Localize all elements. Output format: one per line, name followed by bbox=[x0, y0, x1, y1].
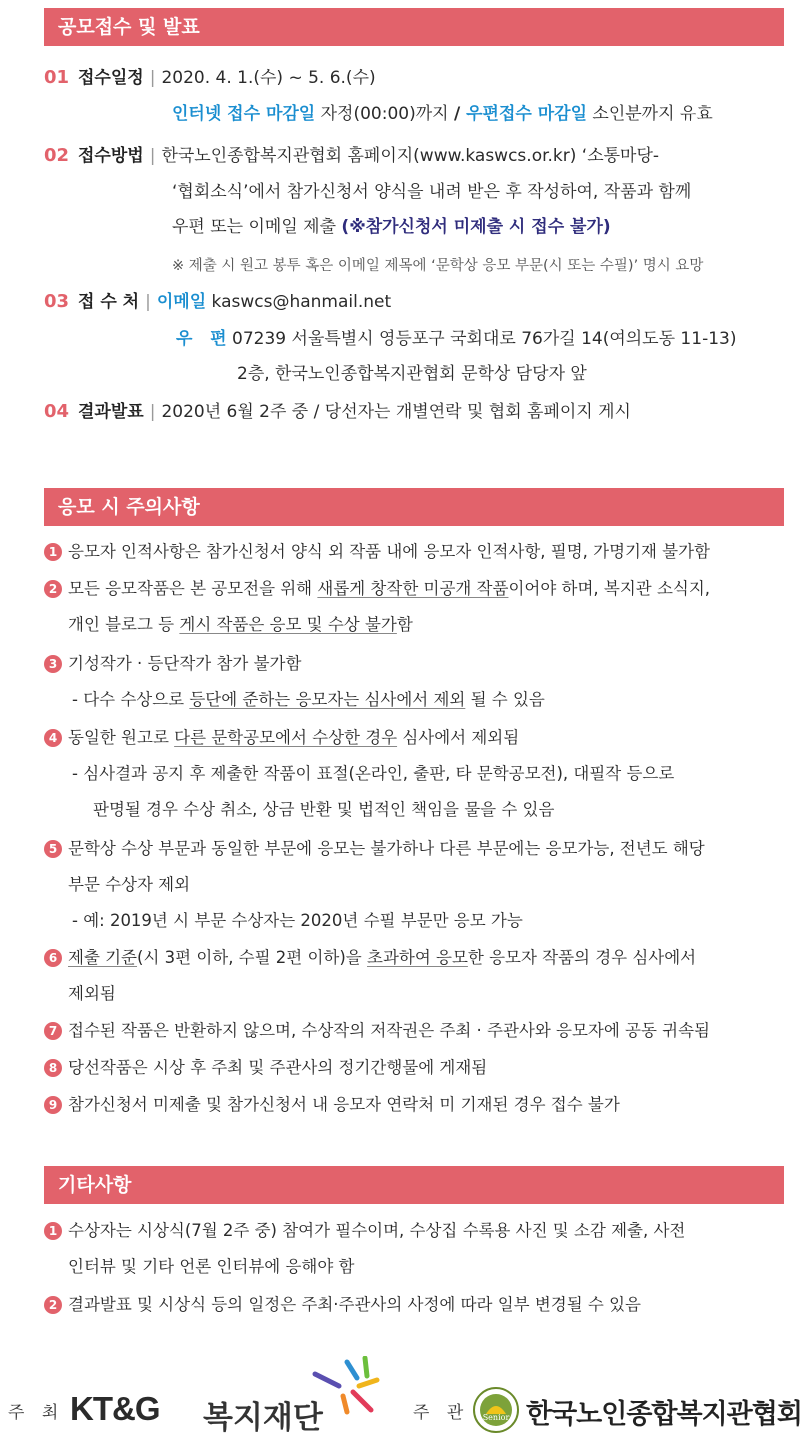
other-text: 결과발표 및 시상식 등의 일정은 주최·주관사의 사정에 따라 일부 변경될 수 있음 bbox=[68, 1295, 641, 1314]
item-number: 04 bbox=[44, 401, 70, 422]
method-warning: (※참가신청서 미제출 시 접수 불가) bbox=[341, 217, 611, 237]
caution-text: 동일한 원고로 bbox=[68, 728, 175, 747]
caution-text: 모든 응모작품은 본 공모전을 위해 bbox=[68, 579, 318, 598]
organizer-label: 주 관 bbox=[413, 1403, 470, 1423]
bullet-number: 9 bbox=[44, 1096, 62, 1114]
bullet-number: 1 bbox=[44, 543, 62, 561]
post-deadline-label: 우편접수 마감일 bbox=[460, 104, 587, 124]
caution-text: 응모자 인적사항은 참가신청서 양식 외 작품 내에 응모자 인적사항, 필명, 가명기재 불가함 bbox=[68, 542, 710, 561]
deadline-row bbox=[172, 102, 790, 126]
caution-text: 한 응모자 작품의 경우 심사에서 bbox=[467, 948, 697, 967]
caution-item-6 bbox=[44, 946, 794, 970]
caution-item-3 bbox=[44, 652, 794, 676]
method-text-2: ‘협회소식’에서 참가신청서 양식을 내려 받은 후 작성하여, 작품과 함께 bbox=[172, 182, 692, 202]
schedule-row: 01 접수일정 | 2020. 4. 1.(수) ~ 5. 6.(수) bbox=[44, 67, 376, 88]
bullet-number: 3 bbox=[44, 655, 62, 673]
caution-underline: 등단에 준하는 응모자는 심사에서 제외 bbox=[189, 690, 466, 709]
caution-text: 기성작가 · 등단작가 참가 불가함 bbox=[68, 654, 302, 673]
caution-text: 접수된 작품은 반환하지 않으며, 수상작의 저작권은 주최 · 주관사와 응모자에 공동 귀속됨 bbox=[68, 1021, 710, 1040]
bullet-number: 8 bbox=[44, 1059, 62, 1077]
ktg-logo: KT&G bbox=[70, 1390, 160, 1427]
bullet-number: 7 bbox=[44, 1022, 62, 1040]
other-item-1 bbox=[44, 1219, 794, 1243]
post-address-2: 2층, 한국노인종합복지관협회 문학상 담당자 앞 bbox=[237, 364, 587, 384]
caution-text: 함 bbox=[396, 615, 413, 634]
section-title: 공모접수 및 발표 bbox=[58, 16, 200, 38]
method-row: 02 접수방법 | 한국노인종합복지관협회 홈페이지(www.kaswcs.or.kr) ‘소통마당- bbox=[44, 145, 660, 166]
method-line3 bbox=[172, 215, 790, 239]
item-number: 03 bbox=[44, 291, 70, 312]
caution-sub-text: 될 수 있음 bbox=[465, 690, 545, 709]
caution-item-4-sub2 bbox=[93, 798, 794, 822]
post-row-2 bbox=[237, 362, 790, 386]
post-label: 우 편 bbox=[176, 329, 227, 349]
caution-sub-text: 판명될 경우 수상 취소, 상금 반환 및 법적인 책임을 물을 수 있음 bbox=[93, 800, 555, 819]
item-label: 접수방법 bbox=[78, 146, 144, 166]
internet-deadline-text: 자정(00:00)까지 bbox=[315, 104, 454, 124]
organizer-org-name: 한국노인종합복지관협회 bbox=[526, 1399, 802, 1430]
item-number: 02 bbox=[44, 145, 70, 166]
caution-item-3-sub bbox=[72, 688, 794, 712]
caution-item-4-sub1 bbox=[72, 762, 794, 786]
caution-item-9 bbox=[44, 1093, 794, 1117]
other-text: 수상자는 시상식(7월 2주 중) 참여가 필수이며, 수상집 수록용 사진 및 소감 제출, 사전 bbox=[68, 1221, 686, 1240]
section-header-submission bbox=[44, 8, 784, 46]
receiver-row: 03 접 수 처 | 이메일 kaswcs@hanmail.net bbox=[44, 291, 392, 312]
other-item-1-line2 bbox=[68, 1255, 794, 1279]
bullet-number: 1 bbox=[44, 1222, 62, 1240]
caution-underline: 게시 작품은 응모 및 수상 불가 bbox=[179, 615, 397, 634]
email-address[interactable]: kaswcs@hanmail.net bbox=[206, 292, 392, 312]
caution-text: 부문 수상자 제외 bbox=[68, 875, 191, 894]
bullet-number: 2 bbox=[44, 580, 62, 598]
internet-deadline-label: 인터넷 접수 마감일 bbox=[172, 104, 316, 124]
bullet-number: 2 bbox=[44, 1296, 62, 1314]
caution-sub-text: - 다수 수상으로 bbox=[72, 690, 190, 709]
caution-text: 문학상 수상 부문과 동일한 부문에 응모는 불가하나 다른 부문에는 응모가능, 전년도 해당 bbox=[68, 839, 705, 858]
post-row bbox=[176, 327, 790, 351]
caution-text: 이어야 하며, 복지관 소식지, bbox=[508, 579, 711, 598]
section-header-others bbox=[44, 1166, 784, 1204]
caution-text: (시 3편 이하, 수필 2편 이하)을 bbox=[137, 948, 367, 967]
caution-text: 심사에서 제외됨 bbox=[397, 728, 520, 747]
item-label: 결과발표 bbox=[78, 402, 144, 422]
caution-underline: 새롭게 창작한 미공개 작품 bbox=[317, 579, 509, 598]
announcement-text: 2020년 6월 2주 중 / 당선자는 개별연락 및 협회 홈페이지 게시 bbox=[161, 402, 631, 422]
caution-underline: 초과하여 응모 bbox=[367, 948, 468, 967]
caution-text: 참가신청서 미제출 및 참가신청서 내 응모자 연락처 미 기재된 경우 접수 불가 bbox=[68, 1095, 620, 1114]
caution-text: 개인 블로그 등 bbox=[68, 615, 180, 634]
caution-sub-text: - 예: 2019년 시 부문 수상자는 2020년 수필 부문만 응모 가능 bbox=[72, 911, 523, 930]
method-text: 한국노인종합복지관협회 홈페이지(www.kaswcs.or.kr) ‘소통마당- bbox=[161, 146, 660, 166]
announcement-row: 04 결과발표 | 2020년 6월 2주 중 / 당선자는 개별연락 및 협회 홈페이지 게시 bbox=[44, 401, 631, 422]
section-title: 기타사항 bbox=[58, 1174, 132, 1196]
slash: / bbox=[453, 104, 461, 124]
other-text: 인터뷰 및 기타 언론 인터뷰에 응해야 함 bbox=[68, 1257, 355, 1276]
caution-item-8 bbox=[44, 1056, 794, 1080]
caution-item-7 bbox=[44, 1019, 794, 1043]
item-label: 접수일정 bbox=[78, 68, 144, 88]
item-label: 접 수 처 bbox=[78, 292, 140, 312]
method-line2 bbox=[172, 180, 790, 204]
section-title: 응모 시 주의사항 bbox=[58, 496, 200, 518]
svg-text:Senior: Senior bbox=[482, 1413, 510, 1422]
method-note-text: ※ 제출 시 원고 봉투 혹은 이메일 제목에 ‘문학상 응모 부문(시 또는 수필)’ 명시 요망 bbox=[172, 258, 704, 274]
caution-underline: 제출 기준 bbox=[68, 948, 138, 967]
caution-item-5 bbox=[44, 837, 794, 861]
bullet-number: 5 bbox=[44, 840, 62, 858]
association-seal-icon bbox=[472, 1386, 520, 1434]
schedule-text: 2020. 4. 1.(수) ~ 5. 6.(수) bbox=[161, 68, 376, 88]
caution-item-1 bbox=[44, 540, 794, 564]
post-address-1: 07239 서울특별시 영등포구 국회대로 76가길 14(여의도동 11-13) bbox=[232, 329, 737, 349]
caution-item-5-sub bbox=[72, 909, 794, 933]
other-item-2 bbox=[44, 1293, 794, 1317]
post-deadline-text: 소인분까지 유효 bbox=[587, 104, 713, 124]
item-number: 01 bbox=[44, 67, 70, 88]
caution-item-2 bbox=[44, 577, 794, 601]
caution-item-4 bbox=[44, 726, 794, 750]
email-label: 이메일 bbox=[156, 292, 207, 312]
caution-text: 제외됨 bbox=[68, 984, 116, 1003]
caution-item-5-line2 bbox=[68, 873, 794, 897]
bullet-number: 4 bbox=[44, 729, 62, 747]
method-note bbox=[172, 254, 790, 278]
caution-item-6-line2 bbox=[68, 982, 794, 1006]
caution-sub-text: - 심사결과 공지 후 제출한 작품이 표절(온라인, 출판, 타 문학공모전), 대필작 등으로 bbox=[72, 764, 675, 783]
method-text-3: 우편 또는 이메일 제출 bbox=[172, 217, 342, 237]
caution-item-2-line2 bbox=[68, 613, 794, 637]
bullet-number: 6 bbox=[44, 949, 62, 967]
caution-text: 당선작품은 시상 후 주최 및 주관사의 정기간행물에 게재됨 bbox=[68, 1058, 488, 1077]
foundation-sparkle-icon bbox=[307, 1356, 383, 1416]
host-label: 주 최 bbox=[8, 1403, 65, 1423]
host-org-name: 복지재단 bbox=[203, 1400, 323, 1436]
caution-underline: 다른 문학공모에서 수상한 경우 bbox=[174, 728, 398, 747]
section-header-cautions bbox=[44, 488, 784, 526]
